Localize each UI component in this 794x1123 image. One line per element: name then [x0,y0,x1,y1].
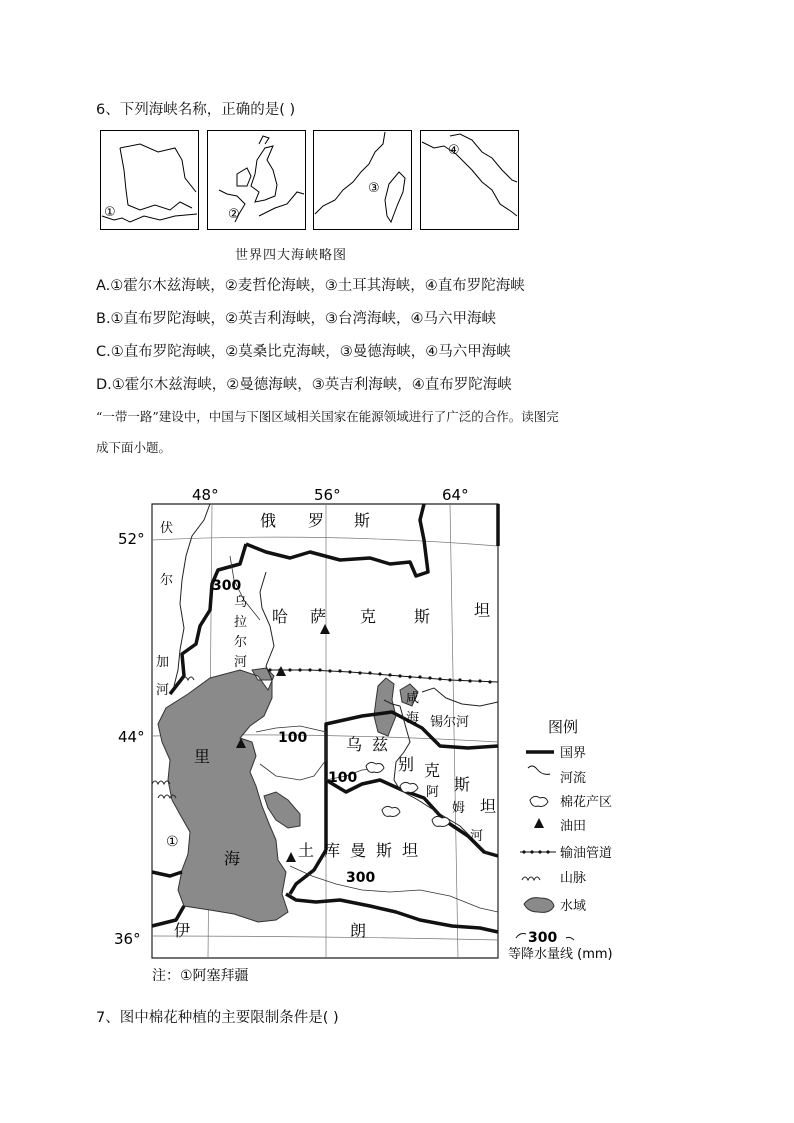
lat-label-44: 44° [118,728,145,746]
lon-label-56: 56° [314,486,341,504]
passage-line-2: 成下面小题。 [96,440,172,455]
cotton-area-icon [432,816,450,826]
country-russia-2: 罗 [308,511,325,530]
country-kz-3: 克 [360,607,377,626]
river-ural-1: 乌 [234,595,248,610]
country-kz-1: 哈 [272,607,289,626]
cotton-area-icon [382,806,400,816]
river-ural-2: 拉 [234,615,248,630]
isohyet-value: 100 [278,730,308,746]
oil-field-icon [276,666,286,676]
legend-river-symbol [528,766,550,774]
legend-cotton: 棉花产区 [560,795,613,810]
strait-sketch-3 [314,131,412,230]
country-russia-1: 俄 [260,511,277,530]
passage-line-1: “一带一路”建设中，中国与下图区域相关国家在能源领域进行了广泛的合作。读图完 [96,409,559,424]
lon-label-64: 64° [442,486,469,504]
strait-marker-2: ② [228,207,240,222]
country-tm-3: 曼 [350,841,367,860]
cotton-area-icon [366,762,384,772]
strait-sketch-4 [421,131,519,230]
aral-sea [374,678,396,736]
strait-sketches [100,130,520,230]
legend-mountain-icon [522,877,540,880]
syr-darya-label: 锡尔河 [430,715,470,730]
mountain-icon [152,781,170,784]
legend-border: 国界 [560,746,587,761]
country-tm-1: 土 [298,841,315,860]
aral-label-1: 咸 [406,691,420,706]
country-iran-1: 伊 [174,921,191,940]
country-uz-5: 斯 [454,775,471,794]
amu-label-3: 河 [470,829,484,844]
q6-option-b[interactable]: B.①直布罗陀海峡，②英吉利海峡，③台湾海峡，④马六甲海峡 [96,311,497,327]
legend-isohyet-value: 300 [528,930,558,946]
country-kz-4: 斯 [414,607,431,626]
strait-marker-3: ③ [368,181,380,196]
legend-oil: 油田 [560,819,587,834]
isohyet-value: 300 [346,870,376,886]
q6-figure-caption: 世界四大海峡略图 [235,248,348,263]
lat-label-36: 36° [114,930,141,948]
isohyet-value: 300 [212,578,242,594]
country-iran-2: 朗 [350,921,367,940]
country-tm-2: 库 [324,841,341,860]
amu-label-2: 姆 [452,801,466,816]
legend-river: 河流 [560,771,587,786]
legend-water-symbol [524,898,554,913]
country-uz-6: 坦 [480,797,497,816]
map-note: 注：①阿塞拜疆 [152,968,249,984]
country-tm-5: 坦 [402,841,419,860]
q7-stem: 7、图中棉花种植的主要限制条件是( ) [96,1010,339,1026]
lon-label-48: 48° [192,486,219,504]
legend-mountain: 山脉 [560,871,587,886]
river-volga-1: 伏 [160,521,174,536]
aral-label-2: 海 [406,711,420,726]
kara-bogaz-gol [264,792,300,828]
country-uz-4: 克 [424,761,441,780]
q6-stem: 6、下列海峡名称，正确的是( ) [96,102,296,118]
legend-pipeline: 输油管道 [560,846,613,861]
river-volga-3: 加 [156,655,170,670]
country-uz-3: 别 [398,755,415,774]
map-legend [508,718,613,962]
country-uz-1: 乌 [346,735,363,754]
oil-field-icon [286,852,296,862]
lat-label-52: 52° [118,530,145,548]
legend-cotton-icon [530,796,548,806]
country-kz-5: 坦 [474,601,491,620]
strait-sketch-2 [208,131,306,230]
cotton-area-icon [400,782,418,792]
river-volga-2: 尔 [160,573,174,588]
caspian-label-2: 海 [224,849,241,868]
river-ural-4: 河 [234,655,248,670]
country-kz-2: 萨 [310,607,327,626]
azerbaijan-marker: ① [166,834,179,850]
amu-label-1: 阿 [426,785,440,800]
legend-isohyet-label: 等降水量线 (mm) [508,947,613,962]
strait-marker-4: ④ [448,143,460,158]
ural-river [260,572,274,680]
central-asia-map [100,480,640,990]
legend-title: 图例 [548,718,579,736]
strait-marker-1: ① [104,205,116,220]
river-ural-3: 尔 [234,635,248,650]
legend-oil-icon [534,818,544,828]
legend-water: 水域 [560,899,587,914]
caspian-label-1: 里 [194,747,211,766]
country-tm-4: 斯 [376,841,393,860]
country-russia-3: 斯 [354,511,371,530]
q6-option-c[interactable]: C.①直布罗陀海峡，②莫桑比克海峡，③曼德海峡，④马六甲海峡 [96,344,511,360]
country-uz-2: 兹 [372,735,389,754]
volga-river [174,504,210,686]
isohyet-value: 100 [328,770,358,786]
syr-darya [422,688,498,706]
river-volga-4: 河 [156,683,170,698]
q6-option-d[interactable]: D.①霍尔木兹海峡，②曼德海峡，③英吉利海峡，④直布罗陀海峡 [96,377,512,393]
q6-option-a[interactable]: A.①霍尔木兹海峡，②麦哲伦海峡，③土耳其海峡，④直布罗陀海峡 [96,278,525,294]
